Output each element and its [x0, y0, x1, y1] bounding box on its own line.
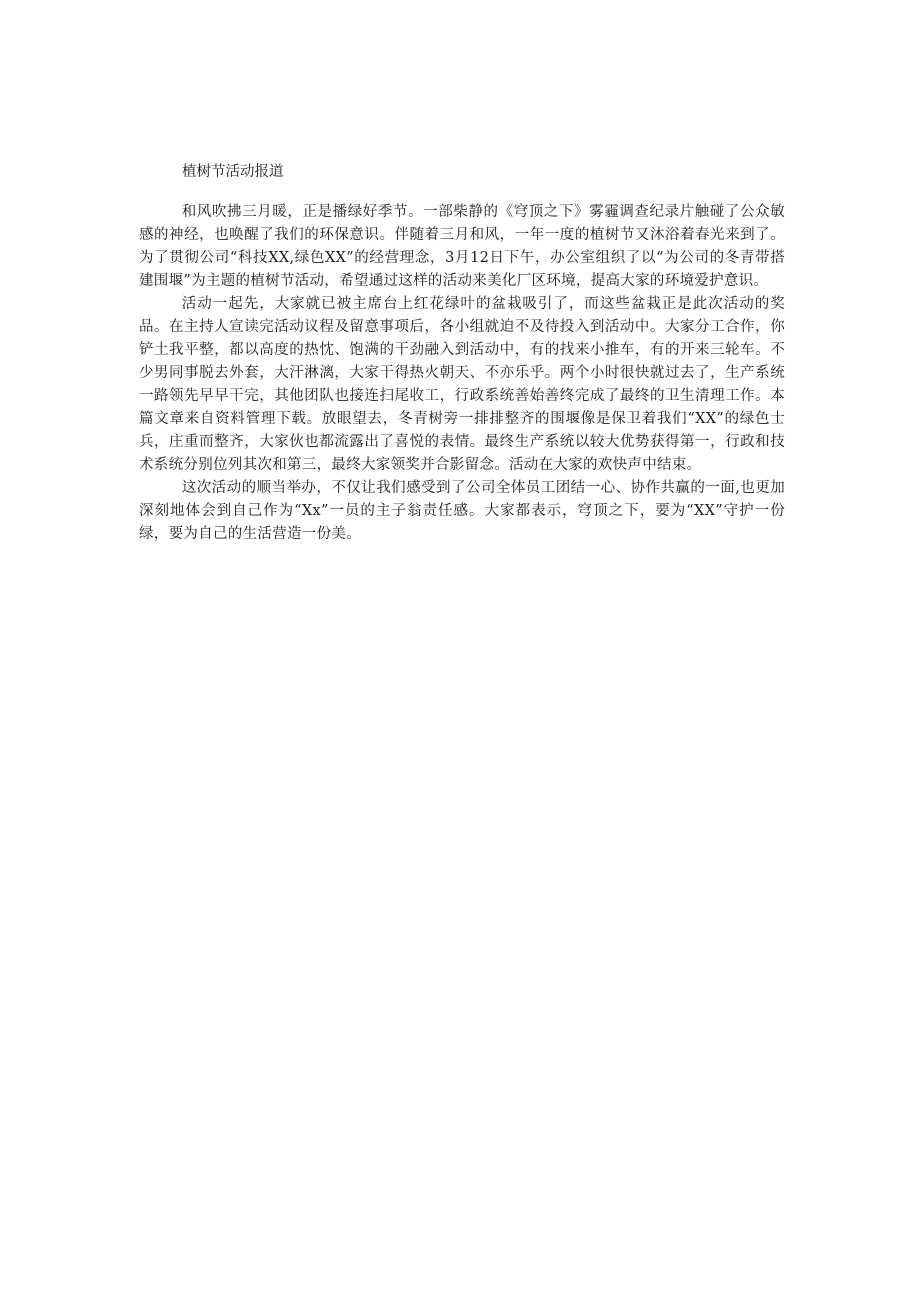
- paragraph-conclusion: 这次活动的顺当举办，不仅让我们感受到了公司全体员工团结一心、协作共赢的一面,也更加深刻地体会到自己作为“Xx”一员的主子翁责任感。大家都表示，穹顶之下，要为“XX”守护一份绿，要为自己的生活营造一份美。: [139, 480, 785, 542]
- document-body: [139, 158, 785, 546]
- paragraph-activity: 活动一起先，大家就已被主席台上红花绿叶的盆栽吸引了，而这些盆栽正是此次活动的奖品。在主持人宣读完活动议程及留意事项后，各小组就迫不及待投入到活动中。大家分工合作，你铲土我平整，都以高度的热忱、饱满的干劲融入到活动中，有的找来小推车，有的开来三轮车。不少男同事脱去外套，大汗淋漓，大家干得热火朝天、不亦乐乎。两个小时很快就过去了，生产系统一路领先早早干完，其他团队也接连扫尾收工，行政系统善始善终完成了最终的卫生清理工作。本篇文章来自资料管理下载。放眼望去，冬青树旁一排排整齐的围堰像是保卫着我们“XX”的绿色士兵，庄重而整齐，大家伙也都流露出了喜悦的表情。最终生产系统以较大优势获得第一，行政和技术系统分别位列其次和第三，最终大家领奖并合影留念。活动在大家的欢快声中结束。: [139, 296, 785, 473]
- paragraph-intro: 和风吹拂三月暖，正是播绿好季节。一部柴静的《穹顶之下》雾霾调查纪录片触碰了公众敏感的神经，也唤醒了我们的环保意识。伴随着三月和风，一年一度的植树节又沐浴着春光来到了。为了贯彻公司“科技XX,绿色XX”的经营理念，3月12日下午，办公室组织了以“为公司的冬青带搭建围堰”为主题的植树节活动，希望通过这样的活动来美化厂区环境，提高大家的环境爱护意识。: [139, 204, 785, 289]
- document-title: 植树节活动报道: [182, 164, 284, 180]
- blank-line: [139, 186, 785, 201]
